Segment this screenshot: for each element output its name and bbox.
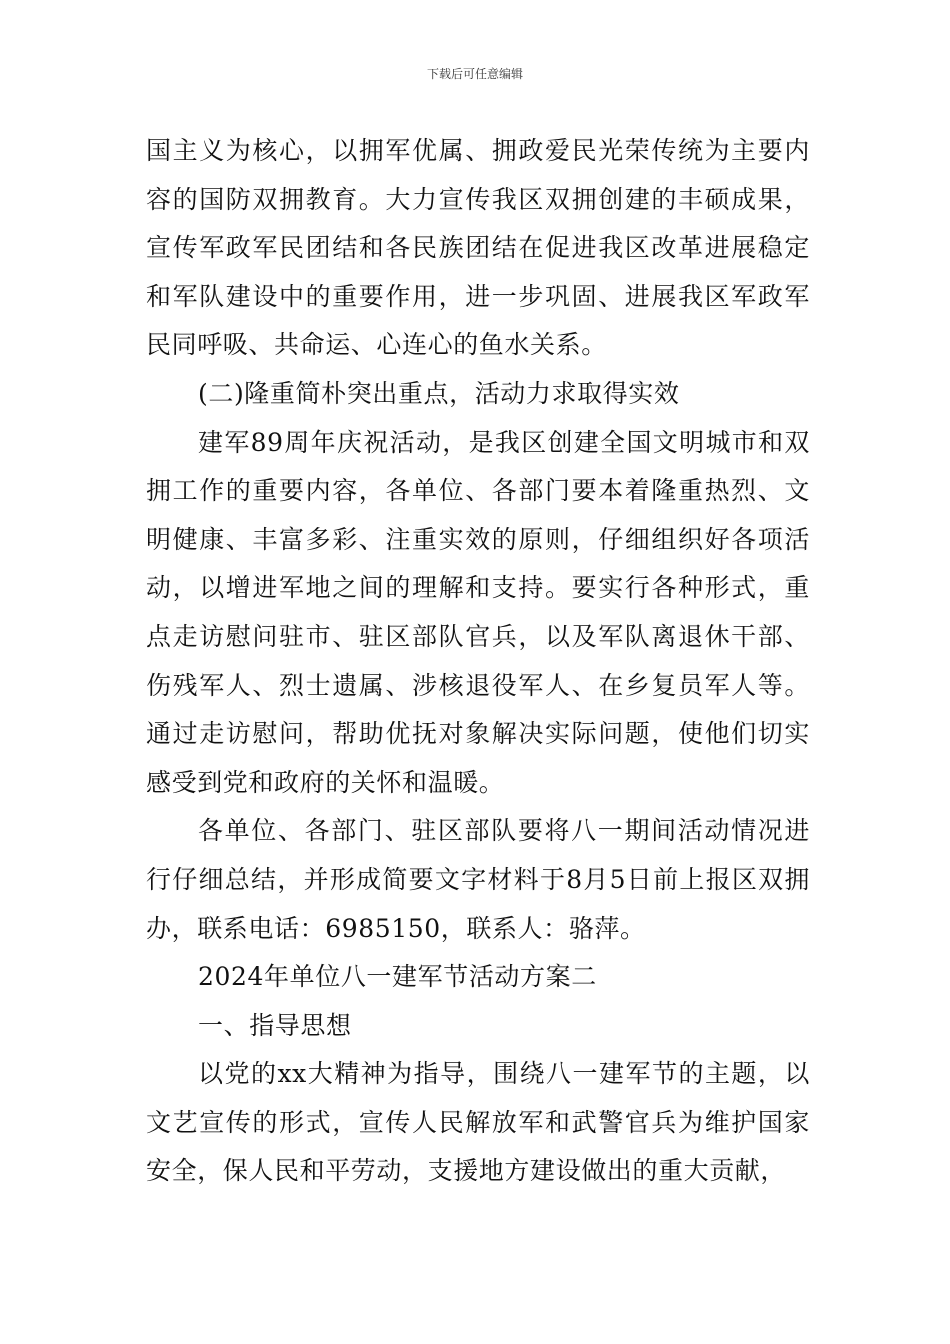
paragraph-3: 建军89周年庆祝活动，是我区创建全国文明城市和双拥工作的重要内容，各单位、各部门要本着隆重热烈、文明健康、丰富多彩、注重实效的原则，仔细组织好各项活动，以增进军地之间的理解和支持。要实行各种形式，重点走访慰问驻市、驻区部队官兵，以及军队离退休干部、伤残军人、烈士遗属、涉核退役军人、在乡复员军人等。通过走访慰问，帮助优抚对象解决实际问题，使他们切实感受到党和政府的关怀和温暖。 [146, 427, 810, 797]
paragraph-1: 国主义为核心，以拥军优属、拥政爱民光荣传统为主要内容的国防双拥教育。大力宣传我区双拥创建的丰硕成果，宣传军政军民团结和各民族团结在促进我区改革进展稳定和军队建设中的重要作用，进一步巩固、进展我区军政军民同呼吸、共命运、心连心的鱼水关系。 [146, 136, 810, 360]
section-heading-2: (二)隆重简朴突出重点，活动力求取得实效 [198, 378, 680, 408]
document-body [146, 127, 810, 1196]
page-header-note: 下载后可任意编辑 [426, 67, 523, 81]
section-heading-guiding-ideology: 一、指导思想 [198, 1010, 352, 1040]
paragraph-4: 各单位、各部门、驻区部队要将八一期间活动情况进行仔细总结，并形成简要文字材料于8月5日前上报区双拥办，联系电话：6985150，联系人：骆萍。 [146, 816, 810, 943]
paragraph-7: 以党的xx大精神为指导，围绕八一建军节的主题，以文艺宣传的形式，宣传人民解放军和武警官兵为维护国家安全，保人民和平劳动，支援地方建设做出的重大贡献， [146, 1059, 810, 1186]
plan-title: 2024年单位八一建军节活动方案二 [198, 962, 597, 992]
